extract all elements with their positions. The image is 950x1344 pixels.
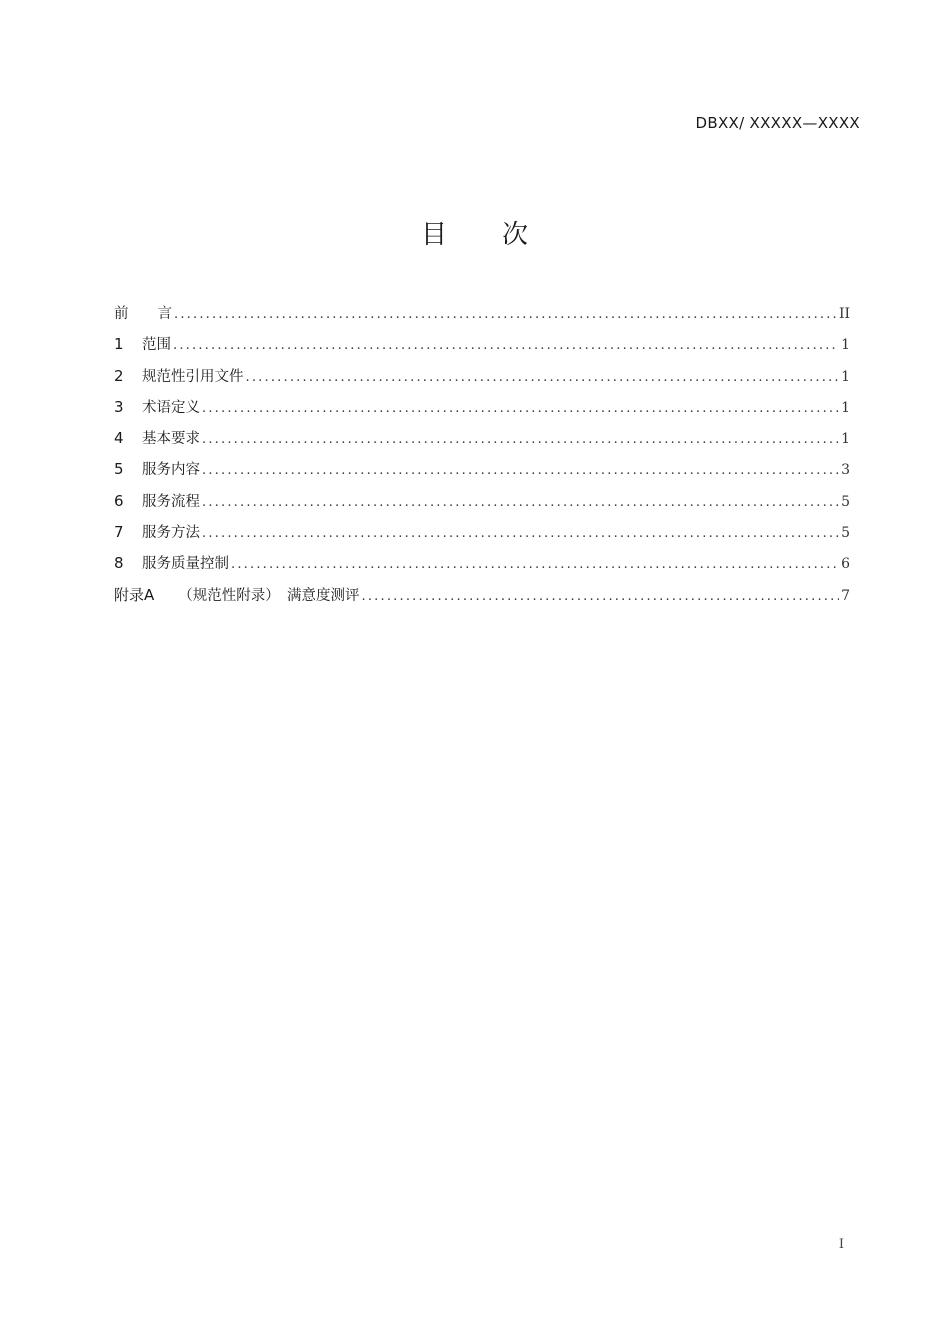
toc-entry-normative-references[interactable] — [114, 365, 850, 396]
toc-dot-leader — [246, 370, 840, 385]
toc-section-number: 6 — [114, 491, 124, 510]
table-of-contents — [114, 302, 850, 615]
toc-dot-leader — [202, 495, 839, 510]
toc-entry-service-process[interactable] — [114, 490, 850, 521]
toc-entry-text: 术语定义 — [142, 399, 200, 416]
toc-dot-leader — [362, 589, 840, 604]
document-code: DBXX/ XXXXX—XXXX — [695, 114, 860, 132]
toc-entry-basic-requirements[interactable] — [114, 427, 850, 458]
page-number: I — [838, 1237, 844, 1252]
toc-appendix-number: 附录A — [114, 585, 155, 604]
toc-entry-quality-control[interactable] — [114, 552, 850, 583]
toc-section-number: 2 — [114, 366, 124, 385]
toc-entry-text: 服务质量控制 — [142, 556, 229, 573]
toc-page-number: 1 — [841, 368, 850, 385]
toc-entry-text: 服务流程 — [142, 493, 200, 510]
toc-section-number: 5 — [114, 460, 124, 479]
toc-entry-text: 范围 — [142, 337, 171, 354]
toc-entry-text: 服务方法 — [142, 525, 200, 542]
toc-page-number: 1 — [841, 399, 850, 416]
toc-entry-service-content[interactable] — [114, 458, 850, 489]
toc-entry-scope[interactable] — [114, 333, 850, 364]
toc-entry-service-methods[interactable] — [114, 521, 850, 552]
toc-dot-leader — [174, 307, 837, 322]
toc-section-number: 8 — [114, 554, 124, 573]
toc-page-number: 7 — [841, 587, 850, 604]
toc-dot-leader — [202, 401, 839, 416]
toc-page-number: II — [838, 306, 850, 322]
toc-page-number: 5 — [841, 493, 850, 510]
toc-section-number: 7 — [114, 523, 124, 542]
toc-dot-leader — [173, 338, 839, 353]
toc-entry-text: 前 言 — [114, 306, 172, 322]
toc-page-number: 1 — [841, 431, 850, 448]
toc-section-number: 1 — [114, 335, 124, 354]
toc-dot-leader — [231, 557, 839, 572]
toc-dot-leader — [202, 526, 839, 541]
toc-page-number: 3 — [841, 462, 850, 479]
toc-section-number: 3 — [114, 397, 124, 416]
toc-entry-text: 基本要求 — [142, 431, 200, 448]
toc-entry-appendix-a[interactable] — [114, 584, 850, 615]
toc-page-number: 6 — [841, 556, 850, 573]
toc-entry-text: 服务内容 — [142, 462, 200, 479]
toc-entry-foreword[interactable] — [114, 302, 850, 333]
toc-dot-leader — [202, 432, 839, 447]
toc-entry-text: 规范性引用文件 — [142, 368, 244, 385]
toc-entry-terms-definitions[interactable] — [114, 396, 850, 427]
toc-dot-leader — [202, 463, 839, 478]
toc-entry-text: （规范性附录） 满意度测评 — [178, 587, 360, 604]
toc-section-number: 4 — [114, 429, 124, 448]
toc-page-number: 5 — [841, 525, 850, 542]
toc-title: 目 次 — [420, 220, 529, 250]
toc-page-number: 1 — [841, 337, 850, 354]
